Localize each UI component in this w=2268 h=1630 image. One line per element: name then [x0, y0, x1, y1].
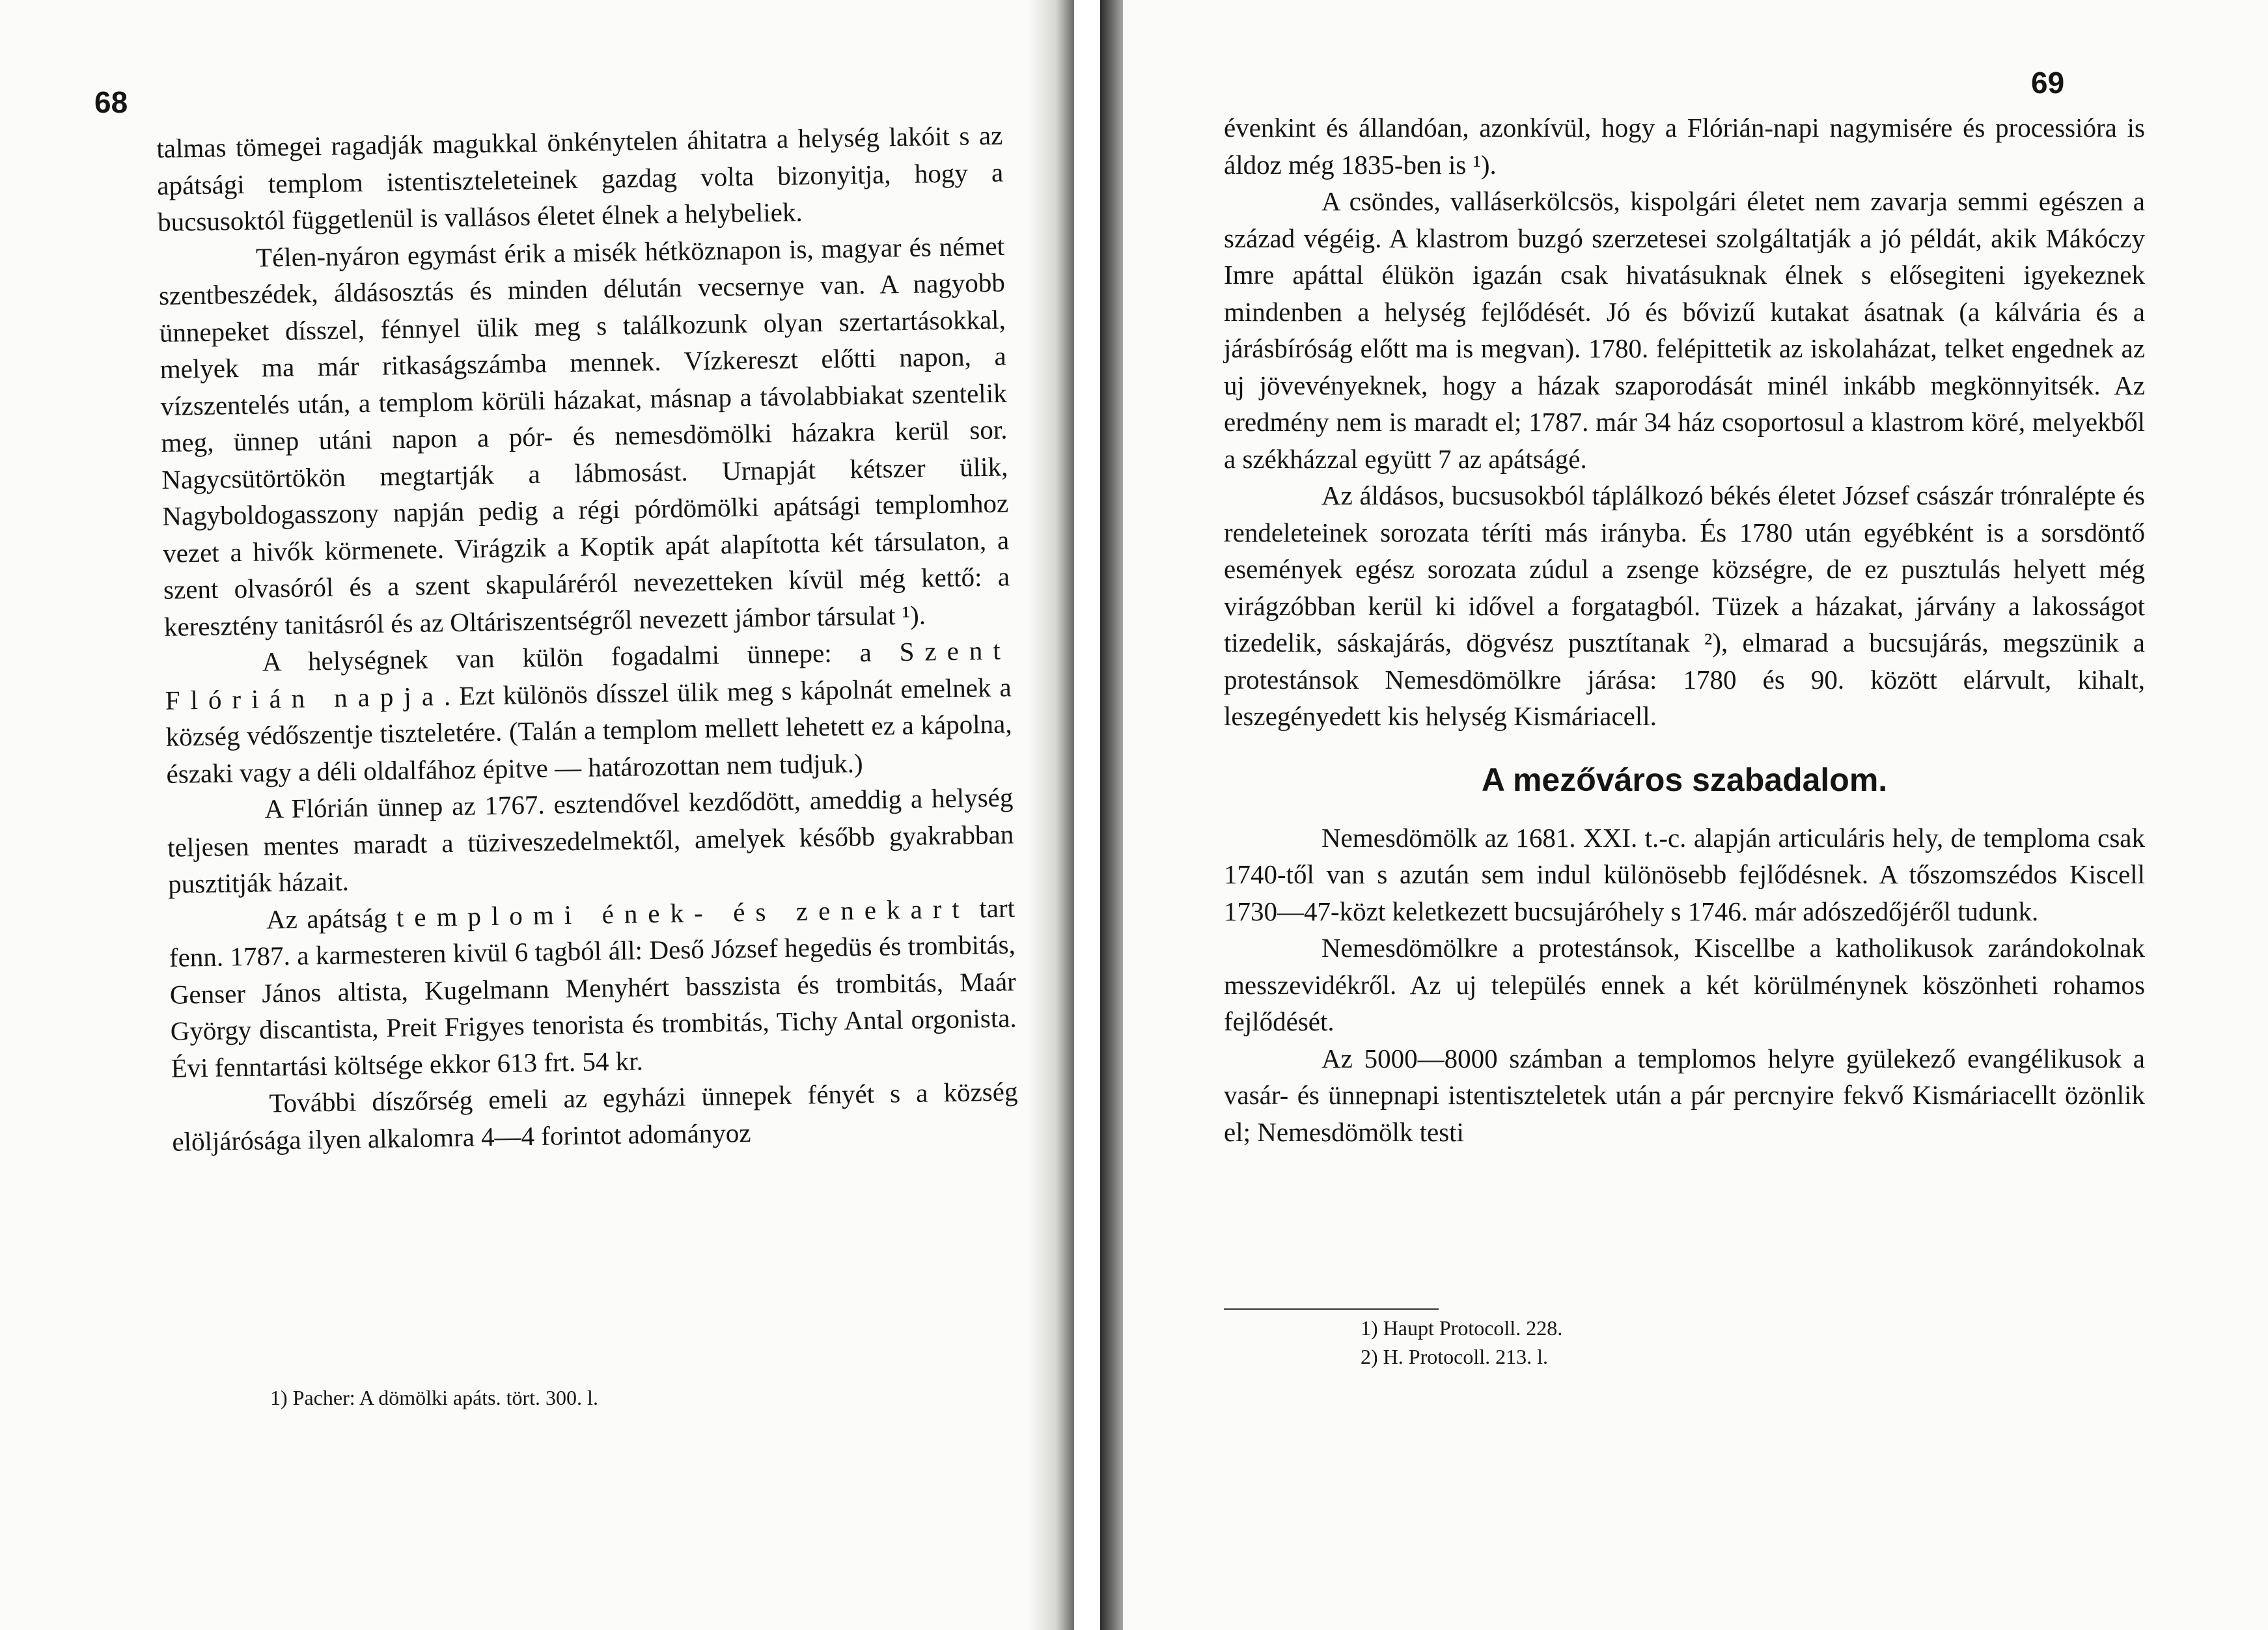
paragraph: évenkint és állandóan, azonkívül, hogy a Flórián-napi nagymisére és processióra is áldoz még 1835-ben is ¹).	[1224, 113, 2145, 180]
page-number-left: 68	[94, 85, 128, 119]
footnote-rule	[1224, 1308, 1439, 1310]
text-run: . Ezt különös dísszel ülik meg s kápolnát emelnek a község védőszentje tiszteletére. (Talán a templom mellett lehetett ez a kápolna, északi vagy a déli oldalfához épitve — határozottan nem tudjuk.)	[165, 671, 1012, 789]
text-run: Az apátság	[266, 902, 397, 934]
section-title: A mezőváros szabadalom.	[1481, 761, 1888, 798]
footnote: 1) Pacher: A dömölki apáts. tört. 300. l.	[270, 1386, 598, 1409]
footnote: 2) H. Protocoll. 213. l.	[1361, 1345, 1548, 1368]
text-run: tart fenn. 1787. a karmesteren kivül 6 tagból áll: Deső József hegedüs és trombitás, Genser János altista, Kugelmann Menyhért basszista és trombitás, Maár György discantista, Preit Frigyes tenorista és trombitás, Tichy Antal orgonista. Évi fenntartási költsége ekkor 613 frt. 54 kr.	[169, 892, 1017, 1083]
right-footnotes	[1224, 1308, 1562, 1371]
gutter-shadow-left	[1029, 0, 1074, 1630]
gutter-gap	[1074, 0, 1100, 1630]
paragraph	[164, 631, 1012, 792]
paragraph: A Flórián ünnep az 1767. esztendővel kezdődött, ameddig a helység teljesen mentes maradt a tüziveszedelmektől, amelyek később gyakrabban pusztitják házait.	[167, 782, 1014, 899]
left-footnotes	[270, 1383, 598, 1412]
right-body-text	[1224, 109, 2145, 1150]
spaced-emphasis: templomi ének- és zenekart	[396, 893, 971, 932]
paragraph: A csöndes, valláserkölcsös, kispolgári életet nem zavarja semmi egészen a század végéig. A klastrom buzgó szerzetesei szolgáltatják a jó példát, akik Mákóczy Imre apáttal élükön igazán csak hivatásuknak élnek s elősegiteni igyekeznek mindenben a helység fejlődését. Jó és bővizű kutakat ásatnak (a kálvária és a járásbíróság előtt ma is megvan). 1780. felépittetik az iskolaházat, telket engednek az uj jövevényeknek, hogy a házak szaporodását minél inkább megkönnyitsék. Az eredmény nem is maradt el; 1787. már 34 ház csoportosul a klastrom köré, melyekből a székházzal együtt 7 az apátságé.	[1224, 186, 2145, 474]
paragraph: További díszőrség emeli az egyházi ünnepek fényét s a község elöljárósága ilyen alkalomra 4—4 forintot adományoz	[172, 1076, 1018, 1157]
footnote-list	[1361, 1314, 1562, 1371]
right-page	[1123, 0, 2268, 1630]
page-number-right: 69	[2031, 66, 2065, 100]
paragraph: talmas tömegei ragadják magukkal önkénytelen áhitatra a helység lakóit s az apátsági templom istentiszteleteinek gazdag volta bizonyitja, hogy a bucsusoktól függetlenül is vallásos életet élnek a helybeliek.	[156, 120, 1004, 237]
paragraph: Télen-nyáron egymást érik a misék hétköznapon is, magyar és német szentbeszédek, áldásosztás és minden délután vecsernye van. A nagyobb ünnepeket dísszel, fénnyel ülik meg s találkozunk olyan szertartásokkal, melyek ma már ritkaságszámba mennek. Vízkereszt előtti napon, a vízszentelés után, a templom körüli házakat, másnap a távolabbiakat szentelik meg, ünnep utáni napon a pór- és nemesdömölki házakra kerül sor. Nagycsütörtökön megtartják a lábmosást. Urnapját kétszer ülik, Nagyboldogasszony napján pedig a régi pórdömölki apátsági templomhoz vezet a hivők körmenete. Virágzik a Koptik apát alapította két társulaton, a szent olvasóról és a szent skapuláréról nevezetteken kívül még kettő: a keresztény tanitásról és az Oltáriszentségről nevezett jámbor társulat ¹).	[158, 230, 1010, 642]
paragraph: Az 5000—8000 számban a templomos helyre gyülekező evangélikusok a vasár- és ünnepnapi istentiszteletek után a pár percnyire fekvő Kismáriacellt özönlik el; Nemesdömölk testi	[1224, 1043, 2145, 1147]
paragraph	[169, 889, 1017, 1086]
paragraph: Az áldásos, bucsusokból táplálkozó békés életet József császár trónralépte és rendeleteinek sorozata téríti más irányba. És 1780 után egyébként is a sorsdöntő események egész sorozata zúdul a zsenge községre, de ez pusztulás helyett még virágzóbban kerül ki idővel a forgatagból. Tüzek a házakat, járvány a lakosságot tizedelik, sáskajárás, dögvész pusztítanak ²), elmarad a bucsujárás, megszünik a protestánsok Nemesdömölkre járása: 1780 és 90. között elárvult, kihalt, leszegényedett kis helység Kismáriacell.	[1224, 480, 2145, 731]
text-run: A helységnek van külön fogadalmi ünnepe: a	[262, 637, 900, 677]
left-body-text	[156, 117, 1019, 1160]
paragraph: Nemesdömölkre a protestánsok, Kiscellbe a katholikusok zarándokolnak messzevidékről. Az uj település ennek a két körülménynek köszönheti rohamos fejlődését.	[1224, 933, 2145, 1036]
paragraph: Nemesdömölk az 1681. XXI. t.-c. alapján articuláris hely, de temploma csak 1740-től van s azután sem indul különösebb fejlődésnek. A tőszomszédos Kiscell 1730—47-közt keletkezett bucsujáróhely s 1746. már adószedőjéről tudunk.	[1224, 822, 2145, 926]
spaced-emphasis: Szent Flórián napja	[165, 635, 1012, 715]
left-page	[0, 0, 1055, 1630]
footnote: 1) Haupt Protocoll. 228.	[1361, 1316, 1563, 1340]
